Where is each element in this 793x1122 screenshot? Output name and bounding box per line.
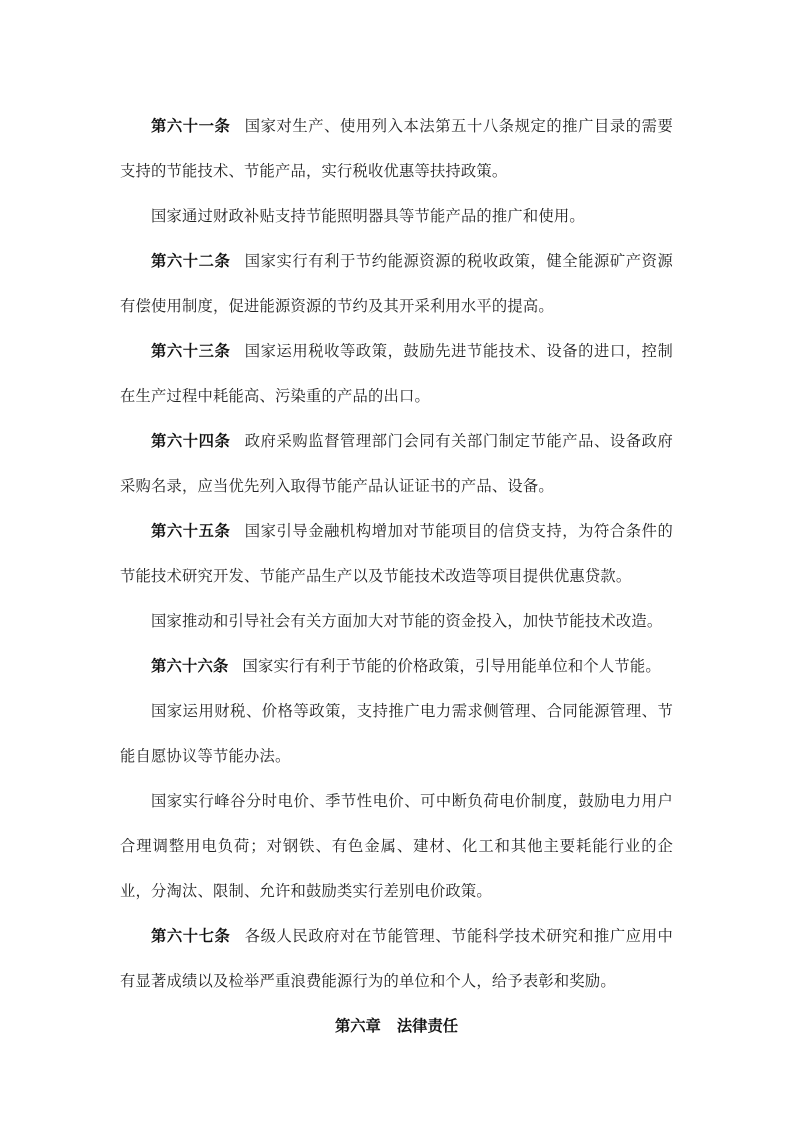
article-text: 国家通过财政补贴支持节能照明器具等节能产品的推广和使用。 <box>151 207 585 225</box>
article-66-paragraph-3 <box>120 779 673 914</box>
article-number: 第六十一条 <box>151 117 231 135</box>
article-number: 第六十三条 <box>151 342 231 360</box>
article-67-paragraph-1 <box>120 914 673 1004</box>
article-number: 第六十五条 <box>151 522 231 540</box>
article-text: 各级人民政府对在节能管理、节能科学技术研究和推广应用中有显著成绩以及检举严重浪费能源行为的单位和个人，给予表彰和奖励。 <box>120 927 673 990</box>
article-text: 国家引导金融机构增加对节能项目的信贷支持，为符合条件的节能技术研究开发、节能产品生产以及节能技术改造等项目提供优惠贷款。 <box>120 522 673 585</box>
article-text: 国家实行有利于节约能源资源的税收政策，健全能源矿产资源有偿使用制度，促进能源资源的节约及其开采利用水平的提高。 <box>120 252 673 315</box>
article-text: 政府采购监督管理部门会同有关部门制定节能产品、设备政府采购名录，应当优先列入取得节能产品认证证书的产品、设备。 <box>120 432 673 495</box>
article-text: 国家实行有利于节能的价格政策，引导用能单位和个人节能。 <box>242 657 661 675</box>
article-text: 国家对生产、使用列入本法第五十八条规定的推广目录的需要支持的节能技术、节能产品，实行税收优惠等扶持政策。 <box>120 117 673 180</box>
article-text: 国家运用财税、价格等政策，支持推广电力需求侧管理、合同能源管理、节能自愿协议等节能办法。 <box>120 702 673 765</box>
article-66-paragraph-2 <box>120 689 673 779</box>
article-text: 国家推动和引导社会有关方面加大对节能的资金投入，加快节能技术改造。 <box>151 612 663 630</box>
article-number: 第六十七条 <box>151 927 231 945</box>
article-63-paragraph-1 <box>120 329 673 419</box>
article-65-paragraph-1 <box>120 509 673 599</box>
article-65-paragraph-2 <box>120 599 673 644</box>
article-number: 第六十六条 <box>151 657 229 675</box>
article-number: 第六十四条 <box>151 432 231 450</box>
article-text: 国家实行峰谷分时电价、季节性电价、可中断负荷电价制度，鼓励电力用户合理调整用电负荷；对钢铁、有色金属、建材、化工和其他主要耗能行业的企业，分淘汰、限制、允许和鼓励类实行差别电价政策。 <box>120 792 673 900</box>
article-66-paragraph-1 <box>120 644 673 689</box>
document-page <box>120 104 673 1049</box>
article-text: 国家运用税收等政策，鼓励先进节能技术、设备的进口，控制在生产过程中耗能高、污染重的产品的出口。 <box>120 342 673 405</box>
chapter-heading <box>120 1004 673 1049</box>
article-number: 第六十二条 <box>151 252 231 270</box>
chapter-number: 第六章 <box>334 1017 381 1035</box>
chapter-title: 法律责任 <box>396 1017 459 1035</box>
article-61-paragraph-2 <box>120 194 673 239</box>
article-62-paragraph-1 <box>120 239 673 329</box>
article-64-paragraph-1 <box>120 419 673 509</box>
article-61-paragraph-1 <box>120 104 673 194</box>
